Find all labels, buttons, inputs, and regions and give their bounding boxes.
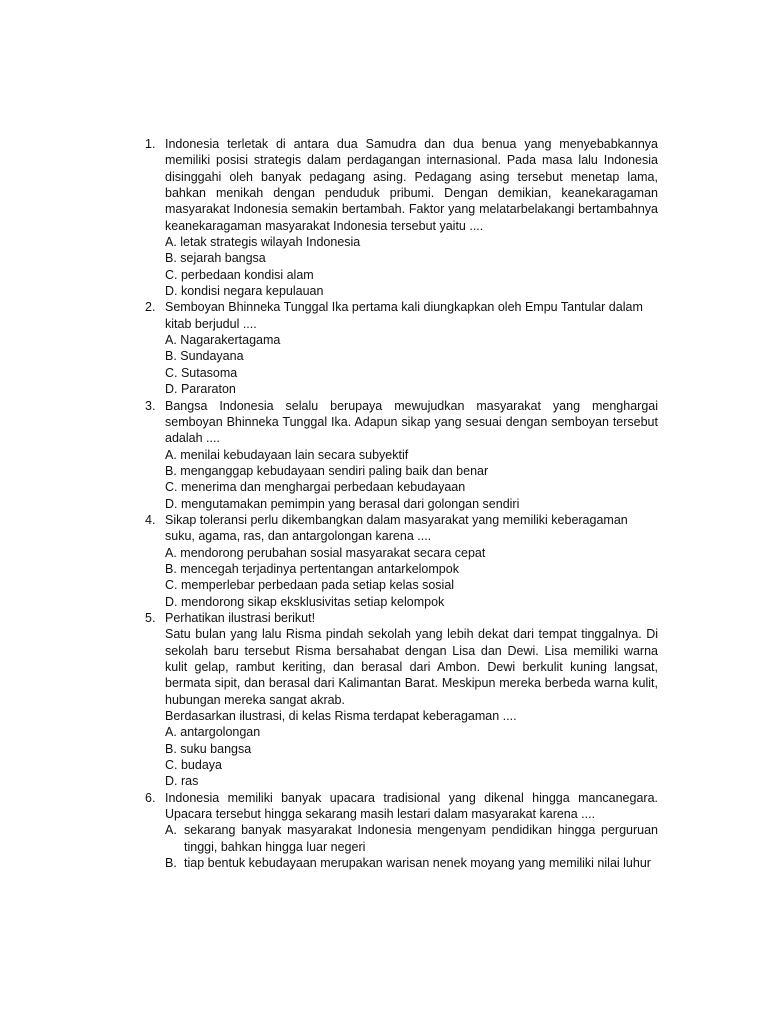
question-number: 4. — [145, 512, 156, 527]
option-b: B. menganggap kebudayaan sendiri paling baik dan benar — [165, 463, 489, 478]
option-a: A. menilai kebudayaan lain secara subyektif — [165, 447, 409, 462]
question-number: 5. — [145, 610, 156, 625]
option-b: B. mencegah terjadinya pertentangan antarkelompok — [165, 561, 459, 576]
option-d: D. mengutamakan pemimpin yang berasal dari golongan sendiri — [165, 496, 520, 511]
option-c: C. budaya — [165, 758, 222, 773]
question-list — [145, 136, 658, 871]
question-text: Indonesia memiliki banyak upacara tradisional yang dikenal hingga mancanegara. Upacara tersebut hingga sekarang masih lestari dalam masyarakat karena .... — [165, 790, 658, 822]
question-text: Semboyan Bhinneka Tunggal Ika pertama kali diungkapkan oleh Empu Tantular dalam kitab berjudul .... — [165, 300, 643, 331]
option-a: A. Nagarakertagama — [165, 333, 281, 348]
question-6 — [145, 790, 658, 872]
question-4 — [145, 512, 658, 610]
option-a — [165, 822, 658, 855]
option-text: sekarang banyak masyarakat Indonesia mengenyam pendidikan hingga perguruan tinggi, bahkan hingga luar negeri — [184, 823, 658, 854]
question-prompt: Berdasarkan ilustrasi, di kelas Risma terdapat keberagaman .... — [165, 709, 517, 724]
option-b — [165, 855, 658, 871]
question-3 — [145, 398, 658, 512]
option-d: D. kondisi negara kepulauan — [165, 284, 324, 299]
question-number: 2. — [145, 300, 156, 315]
question-text: Bangsa Indonesia selalu berupaya mewujudkan masyarakat yang menghargai semboyan Bhinneka Tunggal Ika. Adapun sikap yang sesuai dengan semboyan tersebut adalah .... — [165, 398, 658, 446]
question-text: Sikap toleransi perlu dikembangkan dalam masyarakat yang memiliki keberagaman suku, agama, ras, dan antargolongan karena .... — [165, 512, 628, 544]
option-c: C. menerima dan menghargai perbedaan kebudayaan — [165, 480, 466, 495]
option-b: B. suku bangsa — [165, 741, 252, 756]
option-a: A. antargolongan — [165, 725, 261, 740]
question-text: Indonesia terletak di antara dua Samudra dan dua benua yang menyebabkannya memiliki posisi strategis dalam perdagangan internasional. Pada masa lalu Indonesia disinggahi oleh banyak pedagang asing. Pedagang asing tersebut menetap lama, bahkan menikah dengan penduduk pribumi. Dengan demikian, keanekaragaman masyarakat Indonesia semakin bertambah. Faktor yang melatarbelakangi bertambahnya keanekaragaman masyarakat Indonesia tersebut yaitu .... — [165, 137, 658, 233]
option-c: C. memperlebar perbedaan pada setiap kelas sosial — [165, 578, 455, 593]
question-number: 1. — [145, 137, 156, 151]
question-number: 3. — [145, 398, 156, 413]
option-a: A. letak strategis wilayah Indonesia — [165, 235, 361, 250]
option-a: A. mendorong perubahan sosial masyarakat secara cepat — [165, 545, 486, 560]
question-number: 6. — [145, 790, 156, 805]
option-c: C. Sutasoma — [165, 365, 238, 380]
option-d: D. ras — [165, 774, 199, 789]
question-text: Perhatikan ilustrasi berikut! — [165, 610, 316, 625]
option-text: tiap bentuk kebudayaan merupakan warisan nenek moyang yang memiliki nilai luhur — [184, 856, 651, 871]
option-b: B. sejarah bangsa — [165, 251, 266, 266]
option-d: D. Pararaton — [165, 382, 236, 397]
option-b: B. Sundayana — [165, 349, 244, 364]
option-c: C. perbedaan kondisi alam — [165, 267, 314, 282]
option-label: B. — [165, 856, 177, 871]
option-d: D. mendorong sikap eksklusivitas setiap kelompok — [165, 594, 445, 609]
question-2 — [145, 299, 658, 397]
question-5 — [145, 610, 658, 790]
option-label: A. — [165, 823, 177, 838]
illustration-passage: Satu bulan yang lalu Risma pindah sekolah yang lebih dekat dari tempat tinggalnya. Di sekolah baru tersebut Risma bersahabat dengan Lisa dan Dewi. Lisa memiliki warna kulit gelap, rambut keriting, dan berasal dari Ambon. Dewi berkulit kuning langsat, bermata sipit, dan berasal dari Kalimantan Barat. Meskipun mereka berbeda warna kulit, hubungan mereka sangat akrab. — [165, 627, 658, 707]
question-1 — [145, 136, 658, 299]
